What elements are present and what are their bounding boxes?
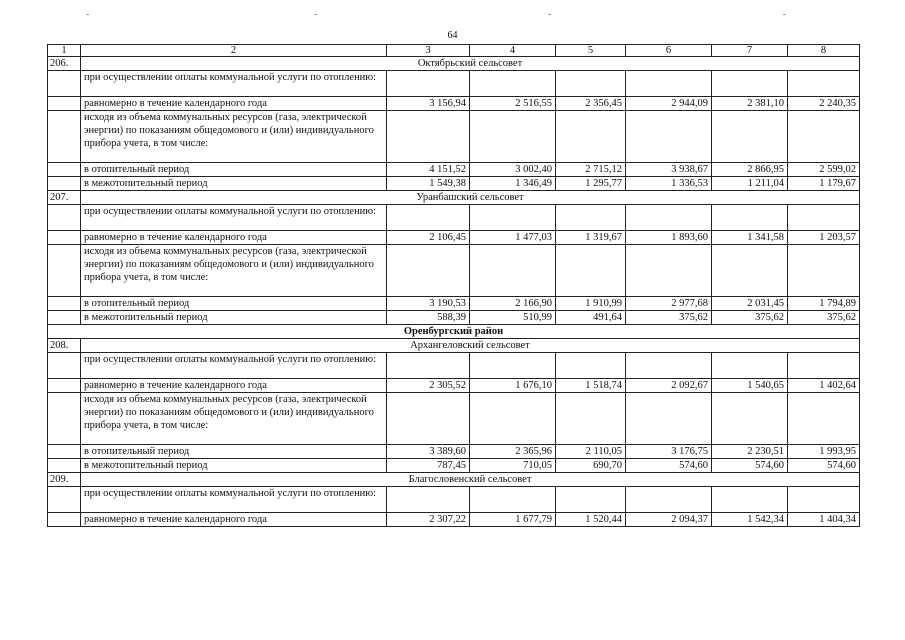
table-row xyxy=(48,297,860,311)
value-cell xyxy=(788,71,860,97)
section-title-row xyxy=(48,191,860,205)
table-row xyxy=(48,513,860,527)
row-label: равномерно в течение календарного года xyxy=(81,379,387,393)
value-cell: 710,05 xyxy=(470,459,556,473)
value-cell: 787,45 xyxy=(387,459,470,473)
value-cell: 1 910,99 xyxy=(556,297,626,311)
scan-speck xyxy=(86,14,89,15)
value-cell: 1 518,74 xyxy=(556,379,626,393)
scan-speck xyxy=(548,14,551,15)
section-name: Архангеловский сельсовет xyxy=(81,339,860,353)
value-cell xyxy=(626,205,712,231)
section-name: Уранбашский сельсовет xyxy=(81,191,860,205)
value-cell: 574,60 xyxy=(788,459,860,473)
value-cell: 2 944,09 xyxy=(626,97,712,111)
column-header: 4 xyxy=(470,45,556,57)
value-cell: 1 319,67 xyxy=(556,231,626,245)
header-row xyxy=(48,45,860,57)
value-cell xyxy=(387,71,470,97)
label-row xyxy=(48,393,860,445)
value-cell: 375,62 xyxy=(788,311,860,325)
value-cell xyxy=(626,245,712,297)
row-label: равномерно в течение календарного года xyxy=(81,231,387,245)
index-cell xyxy=(48,379,81,393)
value-cell xyxy=(712,353,788,379)
value-cell: 2 516,55 xyxy=(470,97,556,111)
label-row xyxy=(48,353,860,379)
table-row xyxy=(48,97,860,111)
value-cell: 375,62 xyxy=(626,311,712,325)
value-cell xyxy=(470,205,556,231)
value-cell xyxy=(712,245,788,297)
value-cell xyxy=(556,487,626,513)
scan-speck xyxy=(314,14,317,15)
table-row xyxy=(48,311,860,325)
value-cell xyxy=(387,111,470,163)
value-cell: 375,62 xyxy=(712,311,788,325)
value-cell: 2 031,45 xyxy=(712,297,788,311)
index-cell xyxy=(48,459,81,473)
value-cell: 1 549,38 xyxy=(387,177,470,191)
value-cell xyxy=(470,393,556,445)
value-cell: 1 477,03 xyxy=(470,231,556,245)
value-cell: 1 542,34 xyxy=(712,513,788,527)
row-label: равномерно в течение календарного года xyxy=(81,513,387,527)
value-cell xyxy=(470,111,556,163)
value-cell: 574,60 xyxy=(712,459,788,473)
value-cell xyxy=(387,353,470,379)
value-cell: 1 402,64 xyxy=(788,379,860,393)
value-cell xyxy=(556,111,626,163)
row-label: в отопительный период xyxy=(81,297,387,311)
value-cell: 3 176,75 xyxy=(626,445,712,459)
value-cell: 588,39 xyxy=(387,311,470,325)
row-label: в межотопительный период xyxy=(81,459,387,473)
table-body xyxy=(48,45,860,527)
section-number: 209. xyxy=(48,473,81,487)
value-cell: 3 002,40 xyxy=(470,163,556,177)
value-cell: 1 540,65 xyxy=(712,379,788,393)
row-label: исходя из объема коммунальных ресурсов (газа, электрической энергии) по показаниям общедомового и (или) индивидуального прибора учета, в том числе: xyxy=(81,393,387,445)
value-cell: 1 993,95 xyxy=(788,445,860,459)
value-cell xyxy=(556,71,626,97)
table-row xyxy=(48,177,860,191)
value-cell xyxy=(788,487,860,513)
value-cell: 1 520,44 xyxy=(556,513,626,527)
value-cell: 2 866,95 xyxy=(712,163,788,177)
label-row xyxy=(48,487,860,513)
value-cell xyxy=(626,393,712,445)
index-cell xyxy=(48,487,81,513)
value-cell: 2 307,22 xyxy=(387,513,470,527)
value-cell xyxy=(788,393,860,445)
index-cell xyxy=(48,353,81,379)
value-cell xyxy=(470,353,556,379)
value-cell xyxy=(470,71,556,97)
value-cell xyxy=(626,353,712,379)
section-number: 206. xyxy=(48,57,81,71)
column-header: 1 xyxy=(48,45,81,57)
index-cell xyxy=(48,163,81,177)
value-cell: 3 389,60 xyxy=(387,445,470,459)
column-header: 7 xyxy=(712,45,788,57)
value-cell xyxy=(626,487,712,513)
value-cell xyxy=(470,487,556,513)
value-cell xyxy=(626,71,712,97)
value-cell: 2 106,45 xyxy=(387,231,470,245)
value-cell: 1 341,58 xyxy=(712,231,788,245)
row-label: в межотопительный период xyxy=(81,311,387,325)
tariff-table xyxy=(47,44,860,527)
index-cell xyxy=(48,111,81,163)
index-cell xyxy=(48,311,81,325)
label-row xyxy=(48,245,860,297)
value-cell: 1 677,79 xyxy=(470,513,556,527)
value-cell xyxy=(788,111,860,163)
value-cell xyxy=(712,205,788,231)
value-cell xyxy=(626,111,712,163)
label-row xyxy=(48,111,860,163)
value-cell: 1 794,89 xyxy=(788,297,860,311)
index-cell xyxy=(48,297,81,311)
index-cell xyxy=(48,177,81,191)
district-row xyxy=(48,325,860,339)
value-cell xyxy=(788,205,860,231)
value-cell: 2 365,96 xyxy=(470,445,556,459)
label-row xyxy=(48,71,860,97)
value-cell: 1 346,49 xyxy=(470,177,556,191)
index-cell xyxy=(48,245,81,297)
table-row xyxy=(48,445,860,459)
section-name: Октябрьский сельсовет xyxy=(81,57,860,71)
value-cell: 491,64 xyxy=(556,311,626,325)
index-cell xyxy=(48,445,81,459)
value-cell: 2 715,12 xyxy=(556,163,626,177)
value-cell xyxy=(556,353,626,379)
value-cell: 574,60 xyxy=(626,459,712,473)
index-cell xyxy=(48,231,81,245)
column-header: 2 xyxy=(81,45,387,57)
value-cell: 1 893,60 xyxy=(626,231,712,245)
index-cell xyxy=(48,393,81,445)
value-cell xyxy=(387,487,470,513)
value-cell: 2 094,37 xyxy=(626,513,712,527)
value-cell xyxy=(712,71,788,97)
value-cell: 1 179,67 xyxy=(788,177,860,191)
section-name: Благословенский сельсовет xyxy=(81,473,860,487)
column-header: 5 xyxy=(556,45,626,57)
value-cell: 3 190,53 xyxy=(387,297,470,311)
row-label: при осуществлении оплаты коммунальной услуги по отоплению: xyxy=(81,353,387,379)
value-cell: 2 356,45 xyxy=(556,97,626,111)
value-cell: 2 381,10 xyxy=(712,97,788,111)
section-title-row xyxy=(48,473,860,487)
index-cell xyxy=(48,205,81,231)
index-cell xyxy=(48,97,81,111)
table-row xyxy=(48,379,860,393)
table-row xyxy=(48,163,860,177)
column-header: 8 xyxy=(788,45,860,57)
row-label: при осуществлении оплаты коммунальной услуги по отоплению: xyxy=(81,205,387,231)
value-cell: 1 295,77 xyxy=(556,177,626,191)
row-label: при осуществлении оплаты коммунальной услуги по отоплению: xyxy=(81,71,387,97)
value-cell: 690,70 xyxy=(556,459,626,473)
section-title-row xyxy=(48,339,860,353)
row-label: исходя из объема коммунальных ресурсов (газа, электрической энергии) по показаниям общедомового и (или) индивидуального прибора учета, в том числе: xyxy=(81,245,387,297)
value-cell xyxy=(387,205,470,231)
value-cell: 1 211,04 xyxy=(712,177,788,191)
value-cell: 4 151,52 xyxy=(387,163,470,177)
section-number: 208. xyxy=(48,339,81,353)
row-label: в отопительный период xyxy=(81,163,387,177)
value-cell xyxy=(712,393,788,445)
row-label: в отопительный период xyxy=(81,445,387,459)
value-cell: 2 166,90 xyxy=(470,297,556,311)
value-cell: 1 676,10 xyxy=(470,379,556,393)
value-cell: 3 156,94 xyxy=(387,97,470,111)
value-cell: 2 305,52 xyxy=(387,379,470,393)
value-cell: 2 230,51 xyxy=(712,445,788,459)
value-cell xyxy=(387,245,470,297)
index-cell xyxy=(48,513,81,527)
value-cell xyxy=(556,245,626,297)
value-cell: 1 203,57 xyxy=(788,231,860,245)
value-cell xyxy=(712,111,788,163)
row-label: равномерно в течение календарного года xyxy=(81,97,387,111)
value-cell xyxy=(470,245,556,297)
value-cell xyxy=(556,205,626,231)
district-name: Оренбургский район xyxy=(48,325,860,339)
table-row xyxy=(48,459,860,473)
scan-speck xyxy=(783,14,786,15)
value-cell xyxy=(788,245,860,297)
value-cell: 2 240,35 xyxy=(788,97,860,111)
table-row xyxy=(48,231,860,245)
value-cell xyxy=(556,393,626,445)
column-header: 6 xyxy=(626,45,712,57)
section-number: 207. xyxy=(48,191,81,205)
value-cell xyxy=(788,353,860,379)
value-cell: 2 092,67 xyxy=(626,379,712,393)
index-cell xyxy=(48,71,81,97)
page-number: 64 xyxy=(447,30,458,41)
value-cell: 2 599,02 xyxy=(788,163,860,177)
value-cell: 1 336,53 xyxy=(626,177,712,191)
column-header: 3 xyxy=(387,45,470,57)
value-cell: 2 110,05 xyxy=(556,445,626,459)
label-row xyxy=(48,205,860,231)
row-label: исходя из объема коммунальных ресурсов (газа, электрической энергии) по показаниям общедомового и (или) индивидуального прибора учета, в том числе: xyxy=(81,111,387,163)
value-cell: 2 977,68 xyxy=(626,297,712,311)
value-cell: 3 938,67 xyxy=(626,163,712,177)
value-cell: 1 404,34 xyxy=(788,513,860,527)
value-cell xyxy=(712,487,788,513)
row-label: при осуществлении оплаты коммунальной услуги по отоплению: xyxy=(81,487,387,513)
value-cell xyxy=(387,393,470,445)
row-label: в межотопительный период xyxy=(81,177,387,191)
section-title-row xyxy=(48,57,860,71)
value-cell: 510,99 xyxy=(470,311,556,325)
